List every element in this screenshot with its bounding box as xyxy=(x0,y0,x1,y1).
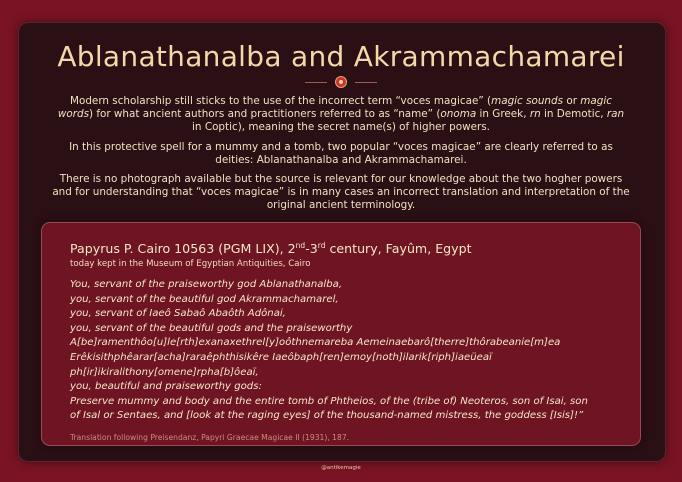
title-divider xyxy=(305,75,377,89)
source-location: today kept in the Museum of Egyptian Antiquities, Cairo xyxy=(70,259,311,269)
spell-line: you, servant of the beautiful gods and the praiseworthy xyxy=(70,322,353,334)
spell-line: ph[ir]ikiralithony[omene]rpha[b]ôeaï, xyxy=(70,366,259,378)
page-title: Ablanathanalba and Akrammachamarei xyxy=(57,40,625,73)
spell-line: you, servant of Iaeô Sabaô Abaôth Adônai, xyxy=(70,308,286,320)
source-card xyxy=(41,222,641,446)
intro-paragraph-1: Modern scholarship still sticks to the use of the incorrect term “voces magicae” (magic sounds or magic words) for what ancient authors and practitioners referred to as “name” (onoma in Greek, rn in Demotic, ran in Coptic), meaning the secret name(s) of higher powers. xyxy=(57,95,625,134)
spell-line: you, beautiful and praiseworthy gods: xyxy=(70,381,262,393)
spell-line: A[be]ramenthôo[u]le[rth]exanaxethrel[y]oôthnemareba Aemeinaebarô[therre]thôrabeanie[m]ea xyxy=(70,337,561,349)
spell-line: Erêkisithphêarar[acha]raraêphthisikêre Iaeôbaph[ren]emoy[noth]ilarik[riph]iaeüeaï xyxy=(70,351,492,363)
intro-paragraph-2: In this protective spell for a mummy and a tomb, two popular “voces magicae” are clearly referred to as deities: Ablanathanalba and Akrammachamarei. xyxy=(69,140,613,166)
intro-text xyxy=(52,95,630,219)
divider-line-right xyxy=(355,82,377,83)
spell-line: Preserve mummy and body and the entire tomb of Phtheios, of the (tribe of) Neoteros, son of Isai, son xyxy=(70,395,588,407)
spell-line: you, servant of the beautiful god Akrammachamarel, xyxy=(70,293,339,305)
spell-line: of Isal or Sentaes, and [look at the raging eyes] of the thousand-named mistress, the goddess [Isis]!” xyxy=(70,410,584,422)
spell-line: You, servant of the praiseworthy god Ablanathanalba, xyxy=(70,279,343,290)
source-title: Papyrus P. Cairo 10563 (PGM LIX), 2nd-3rd century, Fayûm, Egypt xyxy=(70,241,472,256)
translation-credit: Translation following Preisendanz, Papyri Graecae Magicae II (1931), 187. xyxy=(70,432,350,442)
intro-paragraph-3: There is no photograph available but the source is relevant for our knowledge about the two hogher powers and for understanding that “voces magicae” is in many cases an incorrect translation and interpretation of the original ancient terminology. xyxy=(52,173,630,212)
rosette-icon xyxy=(335,76,347,88)
spell-text xyxy=(70,278,612,424)
footer-handle: @antikemagie xyxy=(321,465,361,471)
divider-line-left xyxy=(305,82,327,83)
